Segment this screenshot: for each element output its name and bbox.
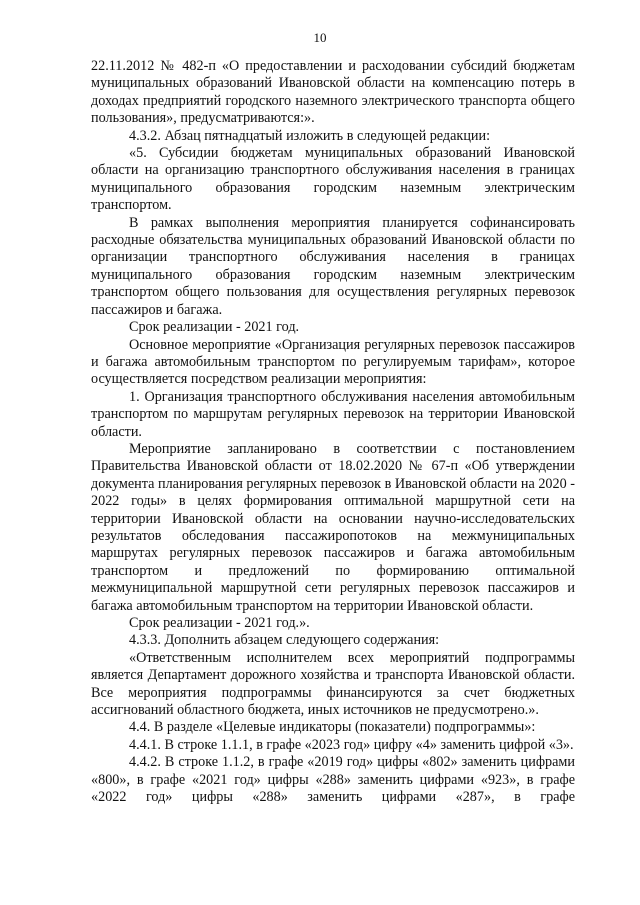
paragraph: Основное мероприятие «Организация регулярных перевозок пассажиров и багажа автомобильным транспортом по регулируемым тарифам», которое осуществляется посредством реализации мероприятия: <box>91 336 575 388</box>
paragraph: Срок реализации - 2021 год. <box>129 319 300 336</box>
paragraph: 4.3.2. Абзац пятнадцатый изложить в следующей редакции: <box>129 127 491 144</box>
document-body <box>91 58 575 806</box>
paragraph: «Ответственным исполнителем всех мероприятий подпрограммы является Департамент дорожного хозяйства и транспорта Ивановской области. Все мероприятия подпрограммы финансируются за счет бюджетных ассигнований областного бюджета, иных источников не предусмотрено.». <box>91 649 575 719</box>
paragraph: Мероприятие запланировано в соответствии с постановлением Правительства Ивановской области от 18.02.2020 № 67-п «Об утверждении документа планирования регулярных перевозок в Ивановской области на 2020 - 2022 годы» в целях формирования оптимальной маршрутной сети на территории Ивановской области на основании научно-исследовательских результатов обследования пассажиропотоков на межмуниципальных маршрутах регулярных перевозок пассажиров и багажа автомобильным транспортом и предложений по формированию оптимальной межмуниципальной маршрутной сети регулярных перевозок пассажиров и багажа автомобильным транспортом на территории Ивановской области. <box>91 440 575 614</box>
paragraph: 4.3.3. Дополнить абзацем следующего содержания: <box>129 632 440 649</box>
paragraph: 4.4.2. В строке 1.1.2, в графе «2019 год» цифры «802» заменить цифрами «800», в графе «2021 год» цифры «288» заменить цифрами «923», в графе «2022 год» цифры «288» заменить цифрами «287», в графе <box>91 754 575 806</box>
paragraph: 1. Организация транспортного обслуживания населения автомобильным транспортом по маршрутам регулярных перевозок на территории Ивановской области. <box>91 388 575 440</box>
paragraph: 22.11.2012 № 482-п «О предоставлении и расходовании субсидий бюджетам муниципальных образований Ивановской области на компенсацию потерь в доходах предприятий городского наземного электрического транспорта общего пользования», предусматриваются:». <box>91 58 575 127</box>
paragraph: Срок реализации - 2021 год.». <box>129 615 310 631</box>
paragraph: 4.4. В разделе «Целевые индикаторы (показатели) подпрограммы»: <box>129 719 536 736</box>
page-number: 10 <box>313 30 327 45</box>
paragraph: В рамках выполнения мероприятия планируется софинансировать расходные обязательства муниципальных образований Ивановской области по организации транспортного обслуживания населения в границах муниципального образования городским наземным электрическим транспортом общего пользования для осуществления регулярных перевозок пассажиров и багажа. <box>91 214 575 318</box>
paragraph: 4.4.1. В строке 1.1.1, в графе «2023 год» цифру «4» заменить цифрой «3». <box>129 736 574 753</box>
paragraph: «5. Субсидии бюджетам муниципальных образований Ивановской области на организацию транспортного обслуживания населения в границах муниципального образования городским наземным электрическим транспортом. <box>91 145 575 214</box>
